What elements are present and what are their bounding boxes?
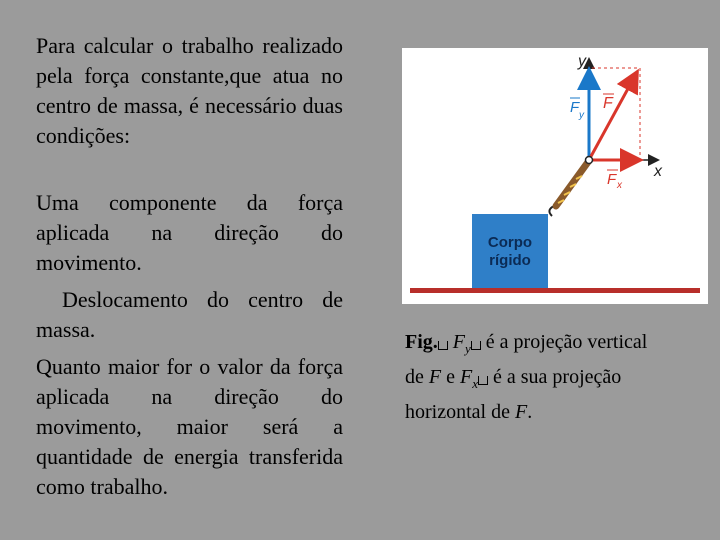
paragraph-intro: Para calcular o trabalho realizado pela força constante,que atua no centro de massa, é necessário duas condições: <box>36 33 343 148</box>
caption-text-4: é a sua projeção <box>493 366 622 388</box>
caption-fy-subscript: y <box>465 341 471 356</box>
caption-line-3 <box>405 398 705 426</box>
application-point <box>586 157 593 164</box>
caption-text-6: . <box>527 401 533 423</box>
vector-box-symbol <box>438 341 448 350</box>
caption-text-3: e <box>446 366 455 388</box>
block-label-line1: Corpo <box>487 234 533 251</box>
caption-line-1 <box>405 328 705 363</box>
paragraph-condition-1: Uma componente da força aplicada na direção do movimento. <box>36 190 343 275</box>
fx-label: F <box>607 171 617 188</box>
force-projection-figure <box>402 48 708 304</box>
caption-line-2 <box>405 363 705 398</box>
caption-fx-symbol <box>460 363 478 398</box>
block-label-line2: rígido <box>489 252 531 269</box>
caption-f-symbol-2: F <box>514 401 528 423</box>
caption-text-5: horizontal de <box>405 401 510 423</box>
axis-y-label: y <box>578 53 586 70</box>
caption-fy-symbol <box>453 328 471 363</box>
caption-text-1: é a projeção vertical <box>485 331 648 353</box>
vector-box-symbol <box>471 341 481 350</box>
rigid-body-block <box>472 214 548 288</box>
figure-drawing <box>402 48 708 304</box>
fx-label-subscript: x <box>617 180 622 191</box>
f-label: F <box>603 95 613 112</box>
caption-text-2: de <box>405 366 424 388</box>
caption-fy-letter: F <box>452 331 465 353</box>
caption-fx-letter: F <box>460 366 473 388</box>
figure-caption <box>405 328 705 426</box>
caption-fig-label: Fig. <box>405 331 438 353</box>
vector-box-symbol <box>478 376 488 385</box>
axis-x-label: x <box>654 163 662 180</box>
caption-f-symbol: F <box>428 366 442 388</box>
fy-label: F <box>570 99 580 116</box>
paragraph-conclusion: Quanto maior for o valor da força aplicada na direção do movimento, maior será a quantidade de energia transferida como trabalho. <box>36 354 343 499</box>
ground-line <box>410 288 700 293</box>
condition-2-text: Deslocamento do centro de massa. <box>36 287 343 342</box>
spring-link <box>556 162 588 206</box>
f-resultant-vector <box>589 74 636 160</box>
fy-label-subscript: y <box>579 110 584 121</box>
caption-fx-subscript: x <box>472 376 478 391</box>
paragraph-condition-2 <box>36 285 343 345</box>
